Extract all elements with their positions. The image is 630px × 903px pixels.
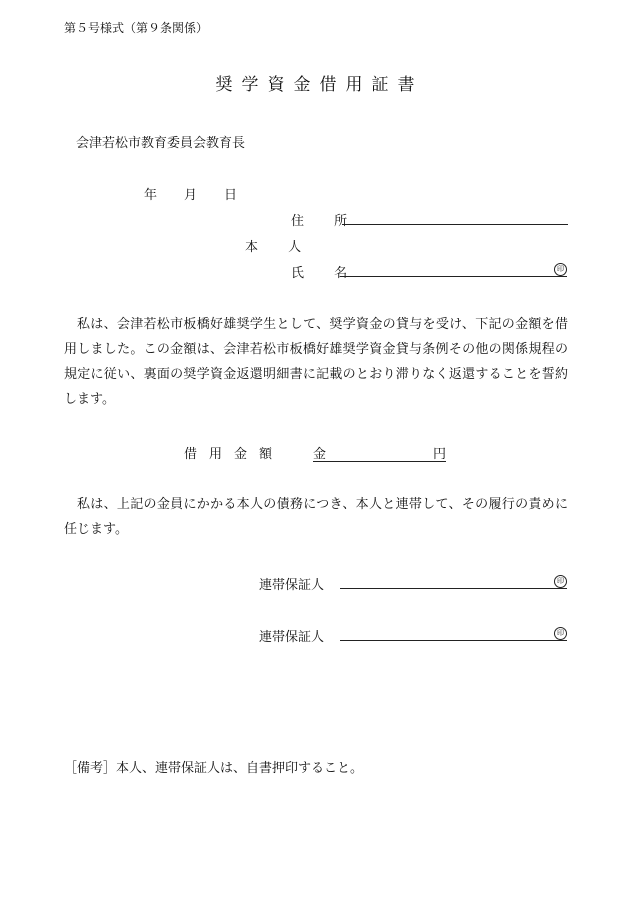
date-month-label: 月: [184, 188, 198, 203]
borrower-seal-mark: 印: [554, 263, 567, 276]
guarantor-2-label: 連帯保証人: [259, 630, 325, 645]
document-title: 奨学資金借用証書: [215, 75, 424, 95]
name-label: 氏 名: [291, 266, 361, 281]
date-day-label: 日: [224, 188, 238, 203]
guarantor-2-seal-mark: 印: [554, 627, 567, 640]
amount-label: 借用金額: [184, 447, 285, 462]
amount-field[interactable]: [313, 443, 446, 462]
amount-unit: 円: [432, 447, 446, 462]
form-number: 第５号様式（第９条関係）: [64, 21, 209, 35]
addressee: 会津若松市教育委員会教育長: [76, 136, 246, 151]
guarantor-1-label: 連帯保証人: [259, 578, 325, 593]
pledge-paragraph: 私は、会津若松市板橋好雄奨学生として、奨学資金の貸与を受け、下記の金額を借用しました。この金額は、会津若松市板橋好雄奨学資金貸与条例その他の関係規程の規定に従い、裏面の奨学資金返還明細書に記載のとおり滞りなく返還することを誓約します。: [64, 317, 568, 407]
guarantee-paragraph: 私は、上記の金員にかかる本人の債務につき、本人と連帯して、その履行の責めに任じます。: [64, 497, 568, 537]
date-year-label: 年: [144, 188, 158, 203]
guarantor-1-seal-mark: 印: [554, 575, 567, 588]
guarantor-1-field-line[interactable]: [340, 588, 567, 589]
name-field-line[interactable]: [340, 276, 567, 277]
borrower-role-label: 本 人: [245, 240, 315, 255]
amount-prefix: 金: [313, 447, 327, 462]
address-label: 住 所: [291, 214, 361, 229]
address-field-line[interactable]: [342, 224, 568, 225]
guarantor-2-field-line[interactable]: [340, 640, 567, 641]
remarks-note: ［備考］本人、連帯保証人は、自書押印すること。: [64, 761, 364, 776]
